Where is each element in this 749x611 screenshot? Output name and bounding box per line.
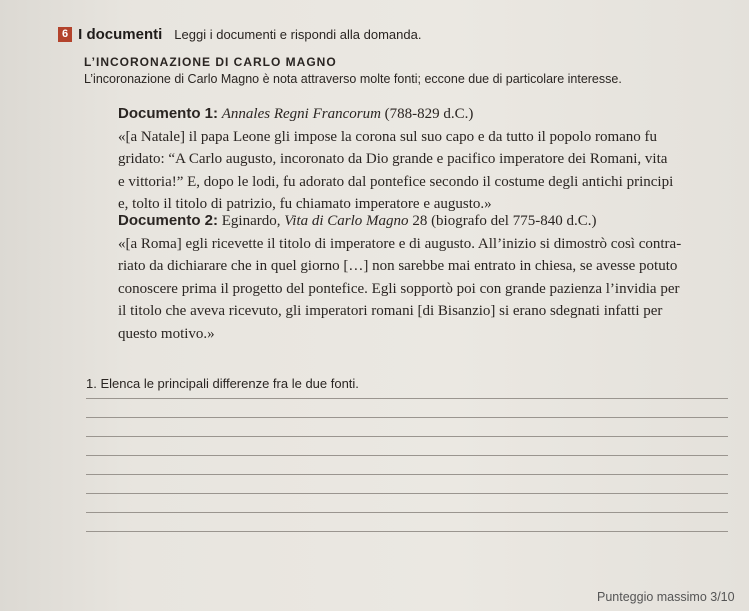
document-1-title (118, 103, 718, 126)
max-score: Punteggio massimo 3/10 (597, 590, 735, 604)
document-2-label: Documento 2: (118, 212, 219, 229)
answer-line[interactable] (86, 398, 728, 399)
document-2-line: «[a Roma] egli ricevette il titolo di imperatore e di augusto. All’inizio si dimostrò così contra- (118, 235, 682, 252)
answer-line[interactable] (86, 474, 728, 475)
exercise-instruction: Leggi i documenti e rispondi alla domanda. (174, 27, 422, 42)
document-1-line: «[a Natale] il papa Leone gli impose la corona sul suo capo e da tutto il popolo romano fu (118, 128, 658, 145)
exercise-header (58, 26, 421, 43)
document-1 (118, 103, 718, 216)
answer-line[interactable] (86, 512, 728, 513)
exercise-number-badge: 6 (58, 27, 72, 42)
document-2-line: il titolo che aveva ricevuto, gli imperatori romani [di Bisanzio] si erano sdegnati infatti per (118, 303, 663, 319)
section-intro: L’incoronazione di Carlo Magno è nota attraverso molte fonti; eccone due di particolare interesse. (84, 72, 622, 86)
document-1-line: e, tolto il titolo di patrizio, fu chiamato imperatore e augusto.» (118, 196, 492, 212)
answer-line[interactable] (86, 455, 728, 456)
document-2-source-title: Vita di Carlo Magno (284, 213, 409, 229)
document-2-source-author: Eginardo, (218, 213, 285, 229)
document-2-line: conoscere prima il progetto del pontefice. Egli sopportò poi con grande pazienza l’invidia per (118, 280, 680, 297)
document-2 (118, 210, 718, 345)
document-1-source-date: (788-829 d.C.) (380, 106, 474, 122)
document-2-line: riato da dichiarare che in quel giorno […] non sarebbe mai entrato in chiesa, se avesse potuto (118, 258, 678, 274)
document-2-line: questo motivo.» (118, 325, 215, 342)
question-1: 1. Elenca le principali differenze fra le due fonti. (86, 376, 359, 391)
document-1-line: gridato: “A Carlo augusto, incoronato da Dio grande e pacifico imperatore dei Romani, vita (118, 151, 668, 167)
exercise-title: I documenti (78, 26, 163, 43)
document-1-label: Documento 1: (118, 105, 219, 122)
document-2-source-date: 28 (biografo del 775-840 d.C.) (408, 213, 597, 229)
answer-area[interactable] (86, 398, 728, 550)
document-1-line: e vittoria!” E, dopo le lodi, fu adorato dal pontefice secondo il costume degli antichi principi (118, 173, 674, 190)
answer-line[interactable] (86, 436, 728, 437)
document-2-title (118, 210, 718, 233)
answer-line[interactable] (86, 493, 728, 494)
document-1-source-title: Annales Regni Francorum (221, 106, 381, 122)
answer-line[interactable] (86, 417, 728, 418)
answer-line[interactable] (86, 531, 728, 532)
section-title: L’INCORONAZIONE DI CARLO MAGNO (84, 55, 337, 69)
